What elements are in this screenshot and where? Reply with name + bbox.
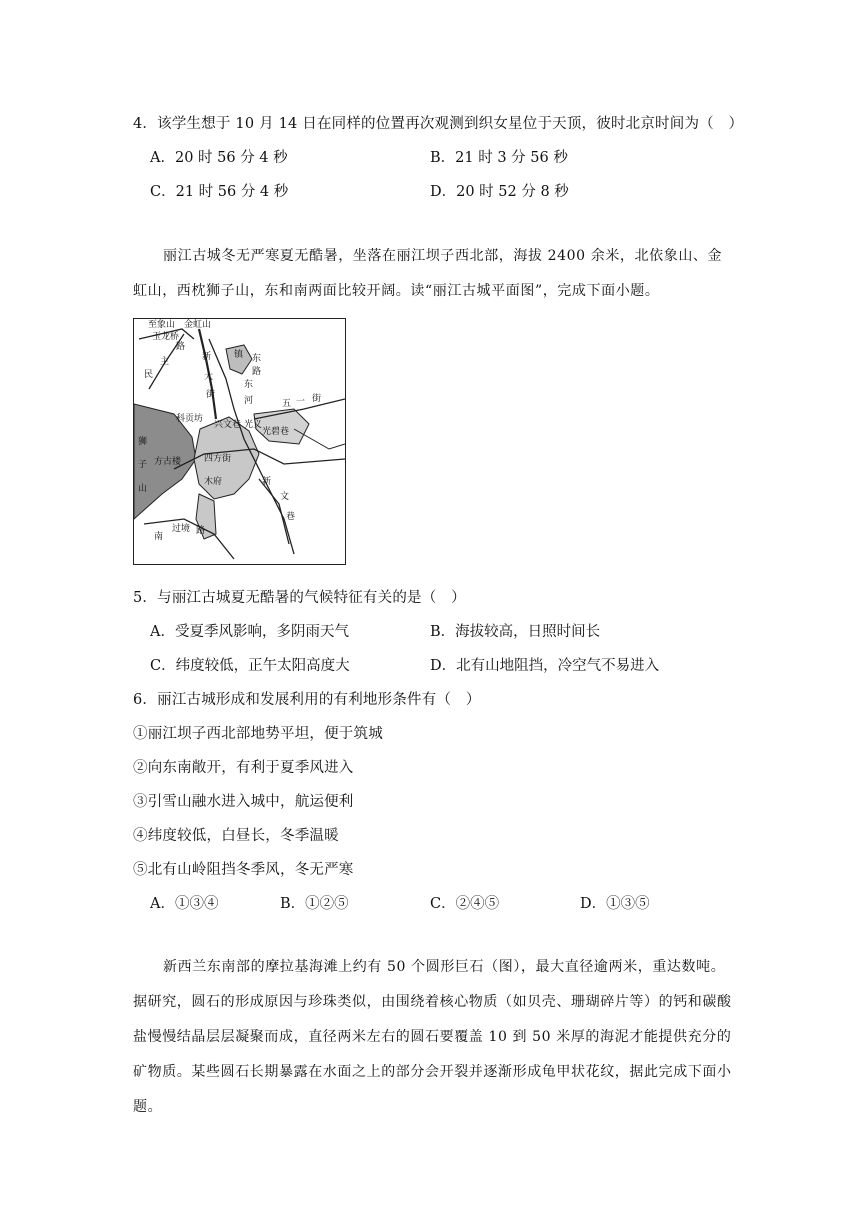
map-label-he: 河 xyxy=(244,396,254,406)
q6-item-3: ③引雪山融水进入城中，航运便利 xyxy=(133,794,354,810)
map-label-sifangjie: 四方街 xyxy=(204,454,232,464)
q6-option-b: B．①②⑤ xyxy=(280,896,349,912)
map-label-min: 民 xyxy=(144,370,154,380)
map-label-dong: 东 xyxy=(252,354,262,364)
q5-stem: 5．与丽江古城夏无酷暑的气候特征有关的是（ ） xyxy=(133,590,466,606)
map-label-jie2: 街 xyxy=(312,394,322,404)
map-label-xingwenxiang: 兴文巷 xyxy=(214,420,242,430)
map-figure xyxy=(134,319,345,564)
map-label-kegongfang: 科贡坊 xyxy=(176,414,204,424)
q6-option-a: A．①③④ xyxy=(150,896,219,912)
q5-option-b: B．海拔较高，日照时间长 xyxy=(430,624,601,640)
map-label-xin2: 新 xyxy=(262,477,272,487)
q6-option-c: C．②④⑤ xyxy=(430,896,500,912)
map-label-jie: 街 xyxy=(206,390,216,400)
map-label-zhu: 主 xyxy=(160,357,170,367)
q4-option-c: C．21 时 56 分 4 秒 xyxy=(150,184,289,200)
map-label-nan: 南 xyxy=(154,532,164,542)
q6-item-4: ④纬度较低，白昼长，冬季温暖 xyxy=(133,828,339,844)
map-label-lu: 路 xyxy=(176,342,186,352)
map-label-zi: 子 xyxy=(138,460,148,470)
map-label-jinhongshan: 金虹山 xyxy=(184,320,212,330)
map-label-zhixiangshan: 至象山 xyxy=(148,320,176,330)
map-label-da: 大 xyxy=(204,372,214,382)
q4-option-b: B．21 时 3 分 56 秒 xyxy=(430,150,568,166)
q4-option-d: D．20 时 52 分 8 秒 xyxy=(430,184,569,200)
map-label-yulongqiao: 玉龙桥 xyxy=(152,332,180,342)
map-label-lu2: 路 xyxy=(252,367,262,377)
map-label-lu3: 路 xyxy=(196,526,206,536)
map-label-zhen: 镇 xyxy=(234,350,244,360)
map-label-wu: 五 xyxy=(282,399,292,409)
map-label-fangulou: 方古楼 xyxy=(154,457,182,467)
road-xinwen xyxy=(259,479,289,544)
q5-option-a: A．受夏季风影响，多阴雨天气 xyxy=(150,624,349,640)
q5-option-c: C．纬度较低，正午太阳高度大 xyxy=(150,658,350,674)
q6-stem: 6．丽江古城形成和发展利用的有利地形条件有（ ） xyxy=(133,692,481,708)
map-label-guangyi: 光义 xyxy=(244,420,263,430)
map-label-mufu: 木府 xyxy=(204,477,223,487)
q4-option-a: A．20 时 56 分 4 秒 xyxy=(150,150,288,166)
q6-option-d: D．①③⑤ xyxy=(580,896,650,912)
map-label-yi: 一 xyxy=(296,397,306,407)
map-label-shan: 山 xyxy=(138,484,148,494)
map-label-guangbixiang: 光碧巷 xyxy=(262,427,290,437)
lijiang-old-town-map xyxy=(133,318,346,565)
map-label-guojing: 过境 xyxy=(172,524,191,534)
q6-item-2: ②向东南敞开，有利于夏季风进入 xyxy=(133,760,354,776)
map-label-xin: 新 xyxy=(202,352,212,362)
map-label-wen: 文 xyxy=(280,492,290,502)
lijiang-passage: 丽江古城冬无严寒夏无酷暑，坐落在丽江坝子西北部，海拔 2400 余米，北依象山、金虹山，西枕狮子山，东和南两面比较开阔。读“丽江古城平面图”，完成下面小题。 xyxy=(133,248,723,299)
map-label-dong2: 东 xyxy=(244,380,254,390)
q6-item-5: ⑤北有山岭阻挡冬季风，冬无严寒 xyxy=(133,862,354,878)
q5-option-d: D．北有山地阻挡，冷空气不易进入 xyxy=(430,658,660,674)
map-label-xiang: 巷 xyxy=(286,512,296,522)
q6-item-1: ①丽江坝子西北部地势平坦，便于筑城 xyxy=(133,726,383,742)
nz-passage: 新西兰东南部的摩拉基海滩上约有 50 个圆形巨石（图），最大直径逾两米，重达数吨。据研究，圆石的形成原因与珍珠类似，由围绕着核心物质（如贝壳、珊瑚碎片等）的钙和碳酸盐慢慢结晶层层凝聚而成，直径两米左右的圆石要覆盖 10 到 50 米厚的海泥才能提供充分的矿物质。某些圆石长期暴露在水面之上的部分会开裂并逐渐形成龟甲状花纹，据此完成下面小题。 xyxy=(133,959,732,1115)
map-label-shi: 狮 xyxy=(138,437,148,447)
q4-stem: 4．该学生想于 10 月 14 日在同样的位置再次观测到织女星位于天顶，彼时北京时间为（ ） xyxy=(133,116,744,132)
